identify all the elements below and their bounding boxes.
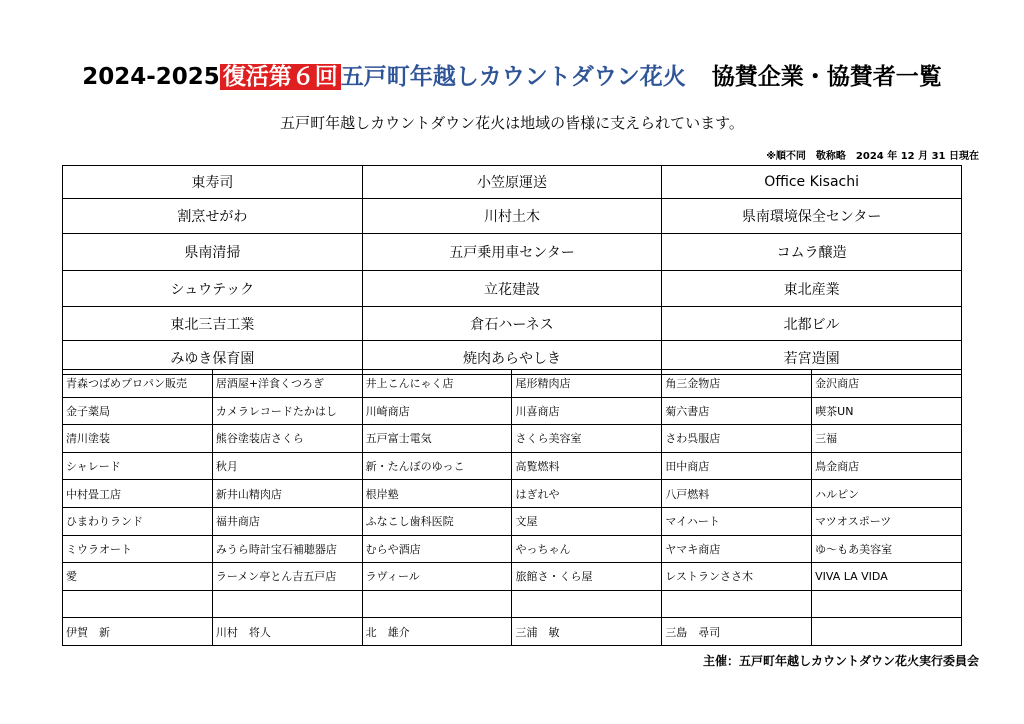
sponsor-cell: ゆ～もあ美容室 xyxy=(812,535,962,563)
major-sponsor-cell: 小笠原運送 xyxy=(362,166,662,199)
sponsor-cell: 金子薬局 xyxy=(63,397,213,425)
sponsor-row xyxy=(63,507,962,535)
major-sponsor-cell: シュウテック xyxy=(63,271,363,307)
major-sponsor-cell: 立花建設 xyxy=(362,271,662,307)
sponsor-cell: 新井山精肉店 xyxy=(212,480,362,508)
order-note: ※順不同 敬称略 2024 年 12 月 31 日現在 xyxy=(766,151,979,162)
title-event-name: 五戸町年越しカウントダウン花火 xyxy=(340,64,686,90)
sponsor-cell: はぎれや xyxy=(512,480,662,508)
sponsor-cell: ふなこし歯科医院 xyxy=(362,507,512,535)
sponsor-cell: 五戸富士電気 xyxy=(362,425,512,453)
major-sponsor-cell: 県南清掃 xyxy=(63,234,363,271)
sponsor-cell: ヤマキ商店 xyxy=(662,535,812,563)
sponsor-row xyxy=(63,397,962,425)
sponsor-cell: さわ呉服店 xyxy=(662,425,812,453)
sponsor-cell: みうら時計宝石補聴器店 xyxy=(212,535,362,563)
sponsor-cell: 角三金物店 xyxy=(662,370,812,398)
sponsor-cell: ミウラオート xyxy=(63,535,213,563)
major-sponsor-cell: 川村土木 xyxy=(362,199,662,234)
major-sponsor-cell: 東北産業 xyxy=(662,271,962,307)
subtitle: 五戸町年越しカウントダウン花火は地域の皆様に支えられています。 xyxy=(280,114,744,132)
major-sponsor-row xyxy=(63,166,962,199)
sponsor-cell: ひまわりランド xyxy=(63,507,213,535)
sponsor-cell: 青森つばめプロパン販売 xyxy=(63,370,213,398)
sponsor-cell xyxy=(212,590,362,618)
sponsor-row xyxy=(63,590,962,618)
sponsor-cell: 八戸燃料 xyxy=(662,480,812,508)
major-sponsor-row xyxy=(63,307,962,341)
sponsor-row xyxy=(63,370,962,398)
title-revival-badge: 復活第６回 xyxy=(220,64,341,90)
title-year: 2024-2025 xyxy=(82,64,220,90)
sponsor-cell: マイハート xyxy=(662,507,812,535)
sponsor-row xyxy=(63,480,962,508)
sponsors-table xyxy=(62,369,962,646)
sponsor-cell: カメラレコードたかはし xyxy=(212,397,362,425)
sponsor-cell: 熊谷塗装店さくら xyxy=(212,425,362,453)
sponsor-cell xyxy=(63,590,213,618)
sponsor-row xyxy=(63,535,962,563)
sponsor-cell: 清川塗装 xyxy=(63,425,213,453)
major-sponsor-cell: コムラ醸造 xyxy=(662,234,962,271)
sponsor-cell: 高覧燃料 xyxy=(512,452,662,480)
page-title xyxy=(0,60,1024,94)
major-sponsor-cell: 五戸乗用車センター xyxy=(362,234,662,271)
major-sponsor-cell: 東北三吉工業 xyxy=(63,307,363,341)
major-sponsor-cell: 割烹せがわ xyxy=(63,199,363,234)
sponsor-cell: やっちゃん xyxy=(512,535,662,563)
sponsor-cell: 尾形精肉店 xyxy=(512,370,662,398)
sponsor-cell: 新・たんぼのゆっこ xyxy=(362,452,512,480)
sponsor-cell: 中村畳工店 xyxy=(63,480,213,508)
sponsor-cell: 喫茶UN xyxy=(812,397,962,425)
major-sponsors-table xyxy=(62,165,962,375)
sponsor-cell xyxy=(812,618,962,646)
sponsor-cell: 愛 xyxy=(63,563,213,591)
major-sponsor-cell: 焼肉あらやしき xyxy=(362,341,662,375)
sponsor-row xyxy=(63,618,962,646)
major-sponsor-row xyxy=(63,271,962,307)
major-sponsor-row xyxy=(63,199,962,234)
sponsor-cell: さくら美容室 xyxy=(512,425,662,453)
sponsor-cell: 秋月 xyxy=(212,452,362,480)
major-sponsor-cell: Office Kisachi xyxy=(662,166,962,199)
sponsor-cell: ラーメン亭とん吉五戸店 xyxy=(212,563,362,591)
sponsor-cell: VIVA LA VIDA xyxy=(812,563,962,591)
sponsor-cell: 田中商店 xyxy=(662,452,812,480)
sponsor-cell: レストランささ木 xyxy=(662,563,812,591)
sponsor-cell: ラヴィール xyxy=(362,563,512,591)
sponsor-cell: 三島 尋司 xyxy=(662,618,812,646)
major-sponsor-cell: 北都ビル xyxy=(662,307,962,341)
sponsor-cell xyxy=(812,590,962,618)
major-sponsor-cell: 東寿司 xyxy=(63,166,363,199)
sponsor-cell: 福井商店 xyxy=(212,507,362,535)
sponsor-cell: 旅館さ・くら屋 xyxy=(512,563,662,591)
sponsor-cell: 文屋 xyxy=(512,507,662,535)
sponsor-cell: 川崎商店 xyxy=(362,397,512,425)
major-sponsor-cell: みゆき保育園 xyxy=(63,341,363,375)
sponsor-cell: マツオスポーツ xyxy=(812,507,962,535)
title-list-heading: 協賛企業・協賛者一覧 xyxy=(711,64,942,90)
sponsor-cell xyxy=(662,590,812,618)
organizer-credit: 主催：五戸町年越しカウントダウン花火実行委員会 xyxy=(702,654,979,668)
sponsor-cell: むらや酒店 xyxy=(362,535,512,563)
sponsor-row xyxy=(63,425,962,453)
major-sponsor-cell: 県南環境保全センター xyxy=(662,199,962,234)
major-sponsor-cell: 若宮造園 xyxy=(662,341,962,375)
sponsor-cell: シャレード xyxy=(63,452,213,480)
sponsor-cell: 鳥金商店 xyxy=(812,452,962,480)
sponsor-cell: 根岸塾 xyxy=(362,480,512,508)
sponsor-cell: 川喜商店 xyxy=(512,397,662,425)
sponsor-cell: 井上こんにゃく店 xyxy=(362,370,512,398)
sponsor-cell xyxy=(362,590,512,618)
sponsor-cell: 川村 将人 xyxy=(212,618,362,646)
sponsor-cell: 金沢商店 xyxy=(812,370,962,398)
sponsor-cell: ハルピン xyxy=(812,480,962,508)
major-sponsor-row xyxy=(63,234,962,271)
sponsor-cell: 三浦 敏 xyxy=(512,618,662,646)
sponsor-cell: 菊六書店 xyxy=(662,397,812,425)
sponsor-row xyxy=(63,563,962,591)
sponsor-cell xyxy=(512,590,662,618)
sponsor-cell: 居酒屋+洋食くつろぎ xyxy=(212,370,362,398)
major-sponsor-cell: 倉石ハーネス xyxy=(362,307,662,341)
sponsor-cell: 北 雄介 xyxy=(362,618,512,646)
sponsor-cell: 伊賀 新 xyxy=(63,618,213,646)
sponsor-cell: 三福 xyxy=(812,425,962,453)
sponsor-row xyxy=(63,452,962,480)
